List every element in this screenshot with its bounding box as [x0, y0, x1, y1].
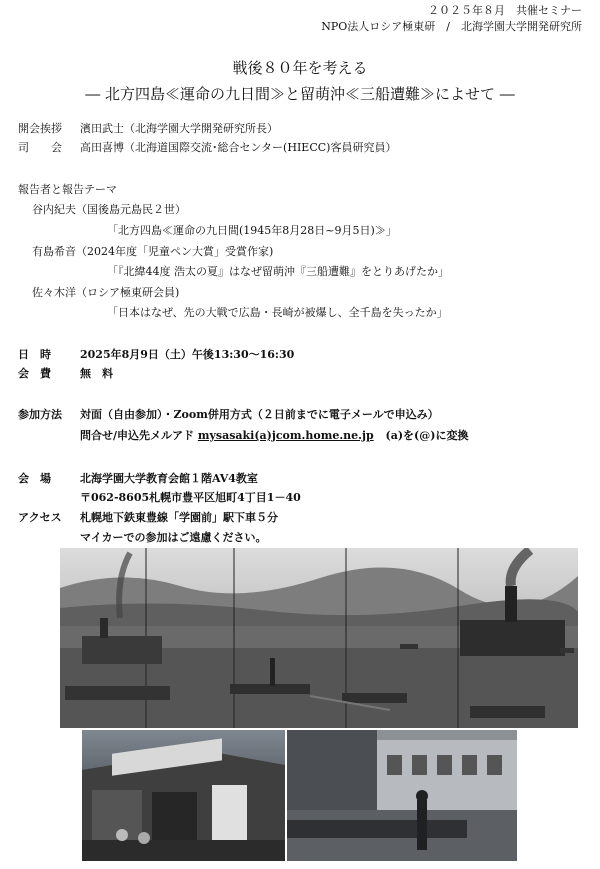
contact-email-link[interactable]: mysasaki(a)jcom.home.ne.jp: [197, 429, 374, 442]
date-label: 日 時: [18, 348, 51, 361]
fee-label: 会 費: [18, 367, 51, 380]
participation-label: 参加方法: [18, 408, 62, 421]
street-scene-photo: [287, 730, 517, 861]
theme-1: 「北方四島≪運命の九日間(1945年8月28日~9月5日)≫」: [107, 224, 397, 237]
organizer-line: NPO法人ロシア極東研 / 北海学園大学開発研究所: [321, 20, 582, 33]
speaker-3: 佐々木洋（ロシア極東研会員): [32, 286, 180, 299]
storefront-photo: [82, 730, 285, 861]
seminar-date-line: ２０２５年８月 共催セミナー: [428, 4, 582, 17]
access-line-2: マイカーでの参加はご遠慮ください。: [80, 531, 267, 544]
opening-label: 開会挨拶: [18, 122, 62, 135]
venue-label: 会 場: [18, 472, 51, 485]
reports-heading: 報告者と報告テーマ: [18, 183, 117, 196]
speaker-2: 有島希音（2024年度「児童ペン大賞」受賞作家): [32, 245, 274, 258]
participation-method: 対面（自由参加）・Zoom併用方式（２日前までに電子メールで申込み）: [80, 408, 439, 421]
speaker-1: 谷内紀夫（国後島元島民２世）: [32, 203, 186, 216]
access-line-1: 札幌地下鉄東豊線「学園前」駅下車５分: [80, 511, 278, 524]
harbor-ships-photo: [60, 548, 578, 728]
fee-value: 無 料: [80, 367, 113, 380]
venue-address: 〒062-8605札幌市豊平区旭町4丁目1－40: [80, 491, 301, 504]
contact-prefix: 問合せ/申込先メルアド: [80, 429, 195, 442]
contact-line: [80, 429, 468, 443]
moderator-value: 高田喜博（北海道国際交流･総合センター(HIECC)客員研究員）: [80, 141, 397, 154]
opening-value: 濱田武士（北海学園大学開発研究所長）: [80, 122, 278, 135]
date-value: 2025年8月9日（土）午後13:30～16:30: [80, 348, 295, 361]
theme-2: 「『北緯44度 浩太の夏』はなぜ留萌沖『三船遭難』をとりあげたか」: [107, 265, 449, 278]
access-label: アクセス: [18, 511, 62, 524]
venue-name: 北海学園大学教育会館１階AV4教室: [80, 472, 258, 485]
page-subtitle: ― 北方四島≪運命の九日間≫と留萌沖≪三船遭難≫によせて ―: [85, 85, 515, 103]
page-title: 戦後８０年を考える: [232, 59, 368, 77]
contact-note: (a)を(@)に変換: [385, 429, 469, 442]
theme-3: 「日本はなぜ、先の大戦で広島・長崎が被爆し、全千島を失ったか」: [107, 306, 448, 319]
moderator-label: 司 会: [18, 141, 62, 154]
